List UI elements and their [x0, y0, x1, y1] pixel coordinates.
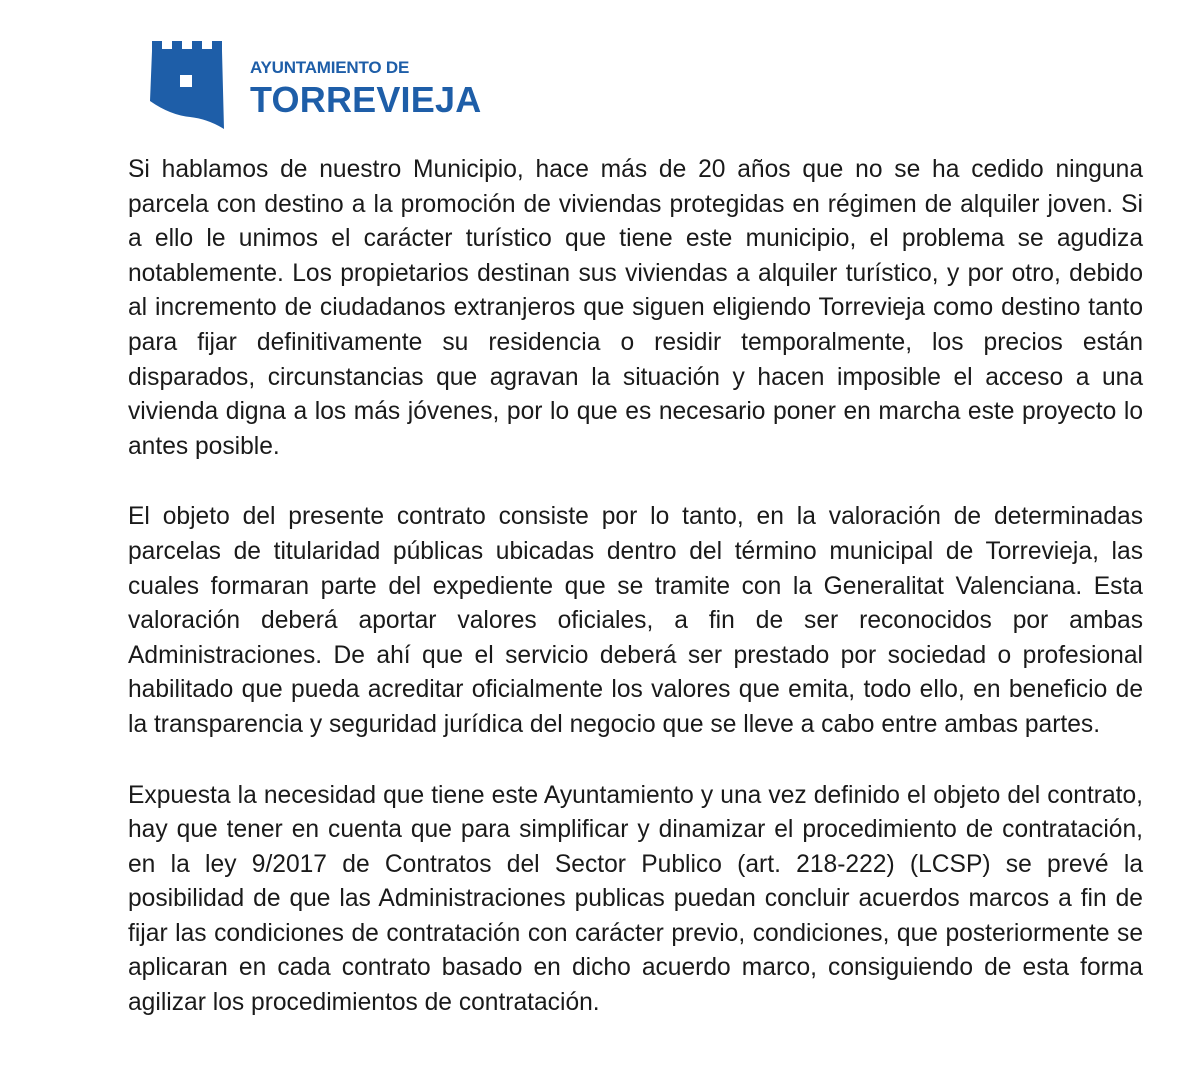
castle-tower-icon [148, 41, 230, 131]
logo-title-text: TORREVIEJA [250, 78, 482, 120]
paragraph-2: El objeto del presente contrato consiste por lo tanto, en la valoración de determinadas parcelas de titularidad públicas ubicadas dentro del término municipal de Torrevieja, las cuales formaran parte del expediente que se tramite con la Generalitat Valenciana. Esta valoración deberá aportar valores oficiales, a fin de ser reconocidos por ambas Administraciones. De ahí que el servicio deberá ser prestado por sociedad o profesional habilitado que pueda acreditar oficialmente los valores que emita, todo ello, en beneficio de la transparencia y seguridad jurídica del negocio que se lleve a cabo entre ambas partes. [128, 503, 1143, 738]
paragraph-3: Expuesta la necesidad que tiene este Ayuntamiento y una vez definido el objeto del contrato, hay que tener en cuenta que para simplificar y dinamizar el procedimiento de contratación, en la ley 9/2017 de Contratos del Sector Publico (art. 218-222) (LCSP) se prevé la posibilidad de que las Administraciones publicas puedan concluir acuerdos marcos a fin de fijar las condiciones de contratación con carácter previo, condiciones, que posteriormente se aplicaran en cada contrato basado en dicho acuerdo marco, consiguiendo de esta forma agilizar los procedimientos de contratación. [128, 781, 1143, 1017]
document-body [128, 153, 1143, 1021]
document-header [148, 40, 481, 132]
logo-small-text: AYUNTAMIENTO DE [250, 57, 410, 77]
paragraph-1: Si hablamos de nuestro Municipio, hace más de 20 años que no se ha cedido ninguna parcela con destino a la promoción de viviendas protegidas en régimen de alquiler joven. Si a ello le unimos el carácter turístico que tiene este municipio, el problema se agudiza notablemente. Los propietarios destinan sus viviendas a alquiler turístico, y por otro, debido al incremento de ciudadanos extranjeros que siguen eligiendo Torrevieja como destino tanto para fijar definitivamente su residencia o residir temporalmente, los precios están disparados, circunstancias que agravan la situación y hacen imposible el acceso a una vivienda digna a los más jóvenes, por lo que es necesario poner en marcha este proyecto lo antes posible. [128, 156, 1143, 460]
logo-wordmark [250, 55, 481, 118]
